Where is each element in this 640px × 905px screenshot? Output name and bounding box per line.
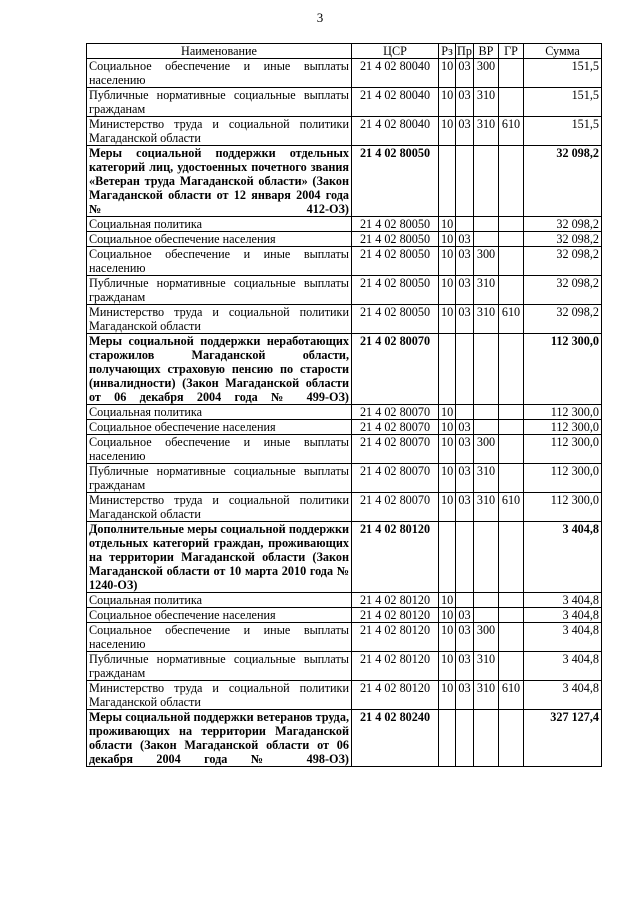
row-sum-cell: 112 300,0 (524, 420, 602, 435)
row-rz-cell (439, 146, 456, 217)
row-pr-cell: 03 (456, 608, 474, 623)
row-csr-cell: 21 4 02 80040 (352, 88, 439, 117)
row-pr-cell: 03 (456, 420, 474, 435)
row-rz-cell: 10 (439, 623, 456, 652)
row-pr-cell: 03 (456, 117, 474, 146)
row-pr-cell: 03 (456, 623, 474, 652)
row-sum-cell: 112 300,0 (524, 493, 602, 522)
row-gr-cell (499, 59, 524, 88)
row-pr-cell (456, 522, 474, 593)
row-csr-cell: 21 4 02 80240 (352, 710, 439, 767)
row-rz-cell: 10 (439, 117, 456, 146)
row-csr-cell: 21 4 02 80120 (352, 608, 439, 623)
row-gr-cell (499, 405, 524, 420)
table-section-row (87, 710, 602, 767)
row-sum-cell: 327 127,4 (524, 710, 602, 767)
row-rz-cell (439, 710, 456, 767)
row-vr-cell (474, 232, 499, 247)
table-row (87, 681, 602, 710)
row-csr-cell: 21 4 02 80070 (352, 435, 439, 464)
page-number: 3 (316, 10, 324, 25)
row-sum-cell: 112 300,0 (524, 405, 602, 420)
row-gr-cell (499, 623, 524, 652)
row-pr-cell (456, 710, 474, 767)
row-gr-cell (499, 522, 524, 593)
row-rz-cell: 10 (439, 232, 456, 247)
row-vr-cell: 300 (474, 59, 499, 88)
row-rz-cell: 10 (439, 464, 456, 493)
table-row (87, 276, 602, 305)
table-row (87, 420, 602, 435)
header-csr: ЦСР (352, 44, 439, 59)
row-sum-cell: 3 404,8 (524, 593, 602, 608)
row-sum-cell: 32 098,2 (524, 247, 602, 276)
row-name-cell: Социальное обеспечение населения (87, 420, 352, 435)
row-csr-cell: 21 4 02 80040 (352, 59, 439, 88)
row-name-cell: Социальная политика (87, 217, 352, 232)
row-name-cell: Публичные нормативные социальные выплаты гражданам (87, 276, 352, 305)
table-row (87, 608, 602, 623)
table-row (87, 88, 602, 117)
row-pr-cell (456, 217, 474, 232)
row-name-cell: Министерство труда и социальной политики Магаданской области (87, 493, 352, 522)
row-csr-cell: 21 4 02 80050 (352, 146, 439, 217)
row-rz-cell: 10 (439, 435, 456, 464)
table-section-row (87, 334, 602, 405)
row-vr-cell (474, 710, 499, 767)
table-section-row (87, 522, 602, 593)
row-sum-cell: 3 404,8 (524, 681, 602, 710)
row-pr-cell: 03 (456, 232, 474, 247)
header-rz: Рз (439, 44, 456, 59)
header-sum: Сумма (524, 44, 602, 59)
row-rz-cell: 10 (439, 247, 456, 276)
row-rz-cell: 10 (439, 276, 456, 305)
row-gr-cell (499, 464, 524, 493)
header-vr: ВР (474, 44, 499, 59)
row-vr-cell: 300 (474, 623, 499, 652)
row-pr-cell: 03 (456, 88, 474, 117)
row-csr-cell: 21 4 02 80070 (352, 334, 439, 405)
row-pr-cell: 03 (456, 276, 474, 305)
row-csr-cell: 21 4 02 80120 (352, 681, 439, 710)
table-row (87, 232, 602, 247)
row-csr-cell: 21 4 02 80070 (352, 420, 439, 435)
header-pr: Пр (457, 44, 472, 58)
table-row (87, 435, 602, 464)
row-rz-cell: 10 (439, 608, 456, 623)
row-pr-cell: 03 (456, 464, 474, 493)
row-sum-cell: 112 300,0 (524, 464, 602, 493)
table-row (87, 464, 602, 493)
row-vr-cell: 300 (474, 247, 499, 276)
row-vr-cell: 310 (474, 276, 499, 305)
row-sum-cell: 3 404,8 (524, 608, 602, 623)
row-rz-cell (439, 522, 456, 593)
row-gr-cell: 610 (499, 681, 524, 710)
row-vr-cell: 310 (474, 652, 499, 681)
row-sum-cell: 32 098,2 (524, 146, 602, 217)
row-vr-cell (474, 405, 499, 420)
row-rz-cell: 10 (439, 420, 456, 435)
row-pr-cell: 03 (456, 435, 474, 464)
row-csr-cell: 21 4 02 80070 (352, 493, 439, 522)
table-row (87, 247, 602, 276)
table-section-row (87, 146, 602, 217)
row-gr-cell (499, 247, 524, 276)
row-pr-cell: 03 (456, 652, 474, 681)
row-rz-cell (439, 334, 456, 405)
row-csr-cell: 21 4 02 80050 (352, 305, 439, 334)
row-name-cell: Публичные нормативные социальные выплаты гражданам (87, 464, 352, 493)
row-pr-cell (456, 593, 474, 608)
row-name-cell: Социальное обеспечение и иные выплаты населению (87, 247, 352, 276)
row-csr-cell: 21 4 02 80050 (352, 276, 439, 305)
row-gr-cell: 610 (499, 493, 524, 522)
row-gr-cell (499, 652, 524, 681)
row-csr-cell: 21 4 02 80070 (352, 464, 439, 493)
row-sum-cell: 32 098,2 (524, 232, 602, 247)
row-vr-cell (474, 217, 499, 232)
row-rz-cell: 10 (439, 652, 456, 681)
row-vr-cell: 310 (474, 117, 499, 146)
table-row (87, 117, 602, 146)
row-name-cell: Меры социальной поддержки неработающих старожилов Магаданской области, получающих страховую пенсию по старости (инвалидности) (Закон Магаданской области от 06 декабря 2004 года № 499-ОЗ) (87, 334, 352, 405)
row-vr-cell: 310 (474, 493, 499, 522)
row-gr-cell (499, 232, 524, 247)
row-sum-cell: 151,5 (524, 88, 602, 117)
row-vr-cell (474, 608, 499, 623)
row-name-cell: Публичные нормативные социальные выплаты гражданам (87, 88, 352, 117)
row-csr-cell: 21 4 02 80120 (352, 652, 439, 681)
header-gr: ГР (499, 44, 524, 59)
table-row (87, 493, 602, 522)
header-name: Наименование (87, 44, 352, 59)
row-pr-cell: 03 (456, 681, 474, 710)
row-name-cell: Министерство труда и социальной политики Магаданской области (87, 117, 352, 146)
table-row (87, 305, 602, 334)
row-name-cell: Меры социальной поддержки отдельных категорий лиц, удостоенных почетного звания «Ветеран труда Магаданской области» (Закон Магаданской области от 12 января 2004 года № 412-ОЗ) (87, 146, 352, 217)
row-vr-cell (474, 522, 499, 593)
row-csr-cell: 21 4 02 80050 (352, 217, 439, 232)
row-csr-cell: 21 4 02 80040 (352, 117, 439, 146)
row-csr-cell: 21 4 02 80120 (352, 593, 439, 608)
row-rz-cell: 10 (439, 681, 456, 710)
row-gr-cell (499, 608, 524, 623)
row-vr-cell: 310 (474, 681, 499, 710)
row-csr-cell: 21 4 02 80120 (352, 522, 439, 593)
row-sum-cell: 3 404,8 (524, 623, 602, 652)
row-vr-cell: 300 (474, 435, 499, 464)
row-rz-cell: 10 (439, 305, 456, 334)
row-csr-cell: 21 4 02 80070 (352, 405, 439, 420)
row-pr-cell (456, 334, 474, 405)
row-name-cell: Министерство труда и социальной политики Магаданской области (87, 681, 352, 710)
row-name-cell: Социальная политика (87, 405, 352, 420)
row-vr-cell: 310 (474, 464, 499, 493)
row-gr-cell (499, 420, 524, 435)
row-gr-cell (499, 710, 524, 767)
row-sum-cell: 32 098,2 (524, 276, 602, 305)
row-pr-cell (456, 405, 474, 420)
row-name-cell: Социальное обеспечение и иные выплаты населению (87, 435, 352, 464)
row-vr-cell (474, 593, 499, 608)
row-rz-cell: 10 (439, 217, 456, 232)
row-gr-cell (499, 146, 524, 217)
table-row (87, 593, 602, 608)
row-vr-cell: 310 (474, 88, 499, 117)
row-sum-cell: 112 300,0 (524, 435, 602, 464)
row-sum-cell: 151,5 (524, 59, 602, 88)
row-pr-cell (456, 146, 474, 217)
row-csr-cell: 21 4 02 80120 (352, 623, 439, 652)
table-row (87, 623, 602, 652)
row-name-cell: Социальная политика (87, 593, 352, 608)
row-gr-cell: 610 (499, 305, 524, 334)
row-rz-cell: 10 (439, 593, 456, 608)
row-name-cell: Социальное обеспечение и иные выплаты населению (87, 623, 352, 652)
row-name-cell: Социальное обеспечение населения (87, 608, 352, 623)
row-gr-cell: 610 (499, 117, 524, 146)
row-gr-cell (499, 276, 524, 305)
row-pr-cell: 03 (456, 247, 474, 276)
row-gr-cell (499, 88, 524, 117)
row-name-cell: Министерство труда и социальной политики Магаданской области (87, 305, 352, 334)
row-rz-cell: 10 (439, 493, 456, 522)
row-name-cell: Публичные нормативные социальные выплаты гражданам (87, 652, 352, 681)
row-gr-cell (499, 593, 524, 608)
row-name-cell: Социальное обеспечение и иные выплаты населению (87, 59, 352, 88)
row-gr-cell (499, 435, 524, 464)
row-sum-cell: 32 098,2 (524, 305, 602, 334)
row-sum-cell: 3 404,8 (524, 522, 602, 593)
row-vr-cell: 310 (474, 305, 499, 334)
row-pr-cell: 03 (456, 493, 474, 522)
row-rz-cell: 10 (439, 59, 456, 88)
budget-table (86, 43, 602, 767)
table-row (87, 217, 602, 232)
row-gr-cell (499, 217, 524, 232)
row-sum-cell: 112 300,0 (524, 334, 602, 405)
row-name-cell: Социальное обеспечение населения (87, 232, 352, 247)
table-header-row (87, 44, 602, 59)
row-rz-cell: 10 (439, 88, 456, 117)
row-csr-cell: 21 4 02 80050 (352, 232, 439, 247)
row-sum-cell: 3 404,8 (524, 652, 602, 681)
row-name-cell: Дополнительные меры социальной поддержки отдельных категорий граждан, проживающих на территории Магаданской области (Закон Магаданской области от 10 марта 2010 года № 1240-ОЗ) (87, 522, 352, 593)
table-row (87, 59, 602, 88)
table-row (87, 652, 602, 681)
row-name-cell: Меры социальной поддержки ветеранов труда, проживающих на территории Магаданской области (Закон Магаданской области от 06 декабря 2004 года № 498-ОЗ) (87, 710, 352, 767)
row-gr-cell (499, 334, 524, 405)
row-pr-cell: 03 (456, 305, 474, 334)
row-vr-cell (474, 334, 499, 405)
row-rz-cell: 10 (439, 405, 456, 420)
row-sum-cell: 151,5 (524, 117, 602, 146)
row-sum-cell: 32 098,2 (524, 217, 602, 232)
row-vr-cell (474, 146, 499, 217)
row-pr-cell: 03 (456, 59, 474, 88)
row-csr-cell: 21 4 02 80050 (352, 247, 439, 276)
table-row (87, 405, 602, 420)
row-vr-cell (474, 420, 499, 435)
